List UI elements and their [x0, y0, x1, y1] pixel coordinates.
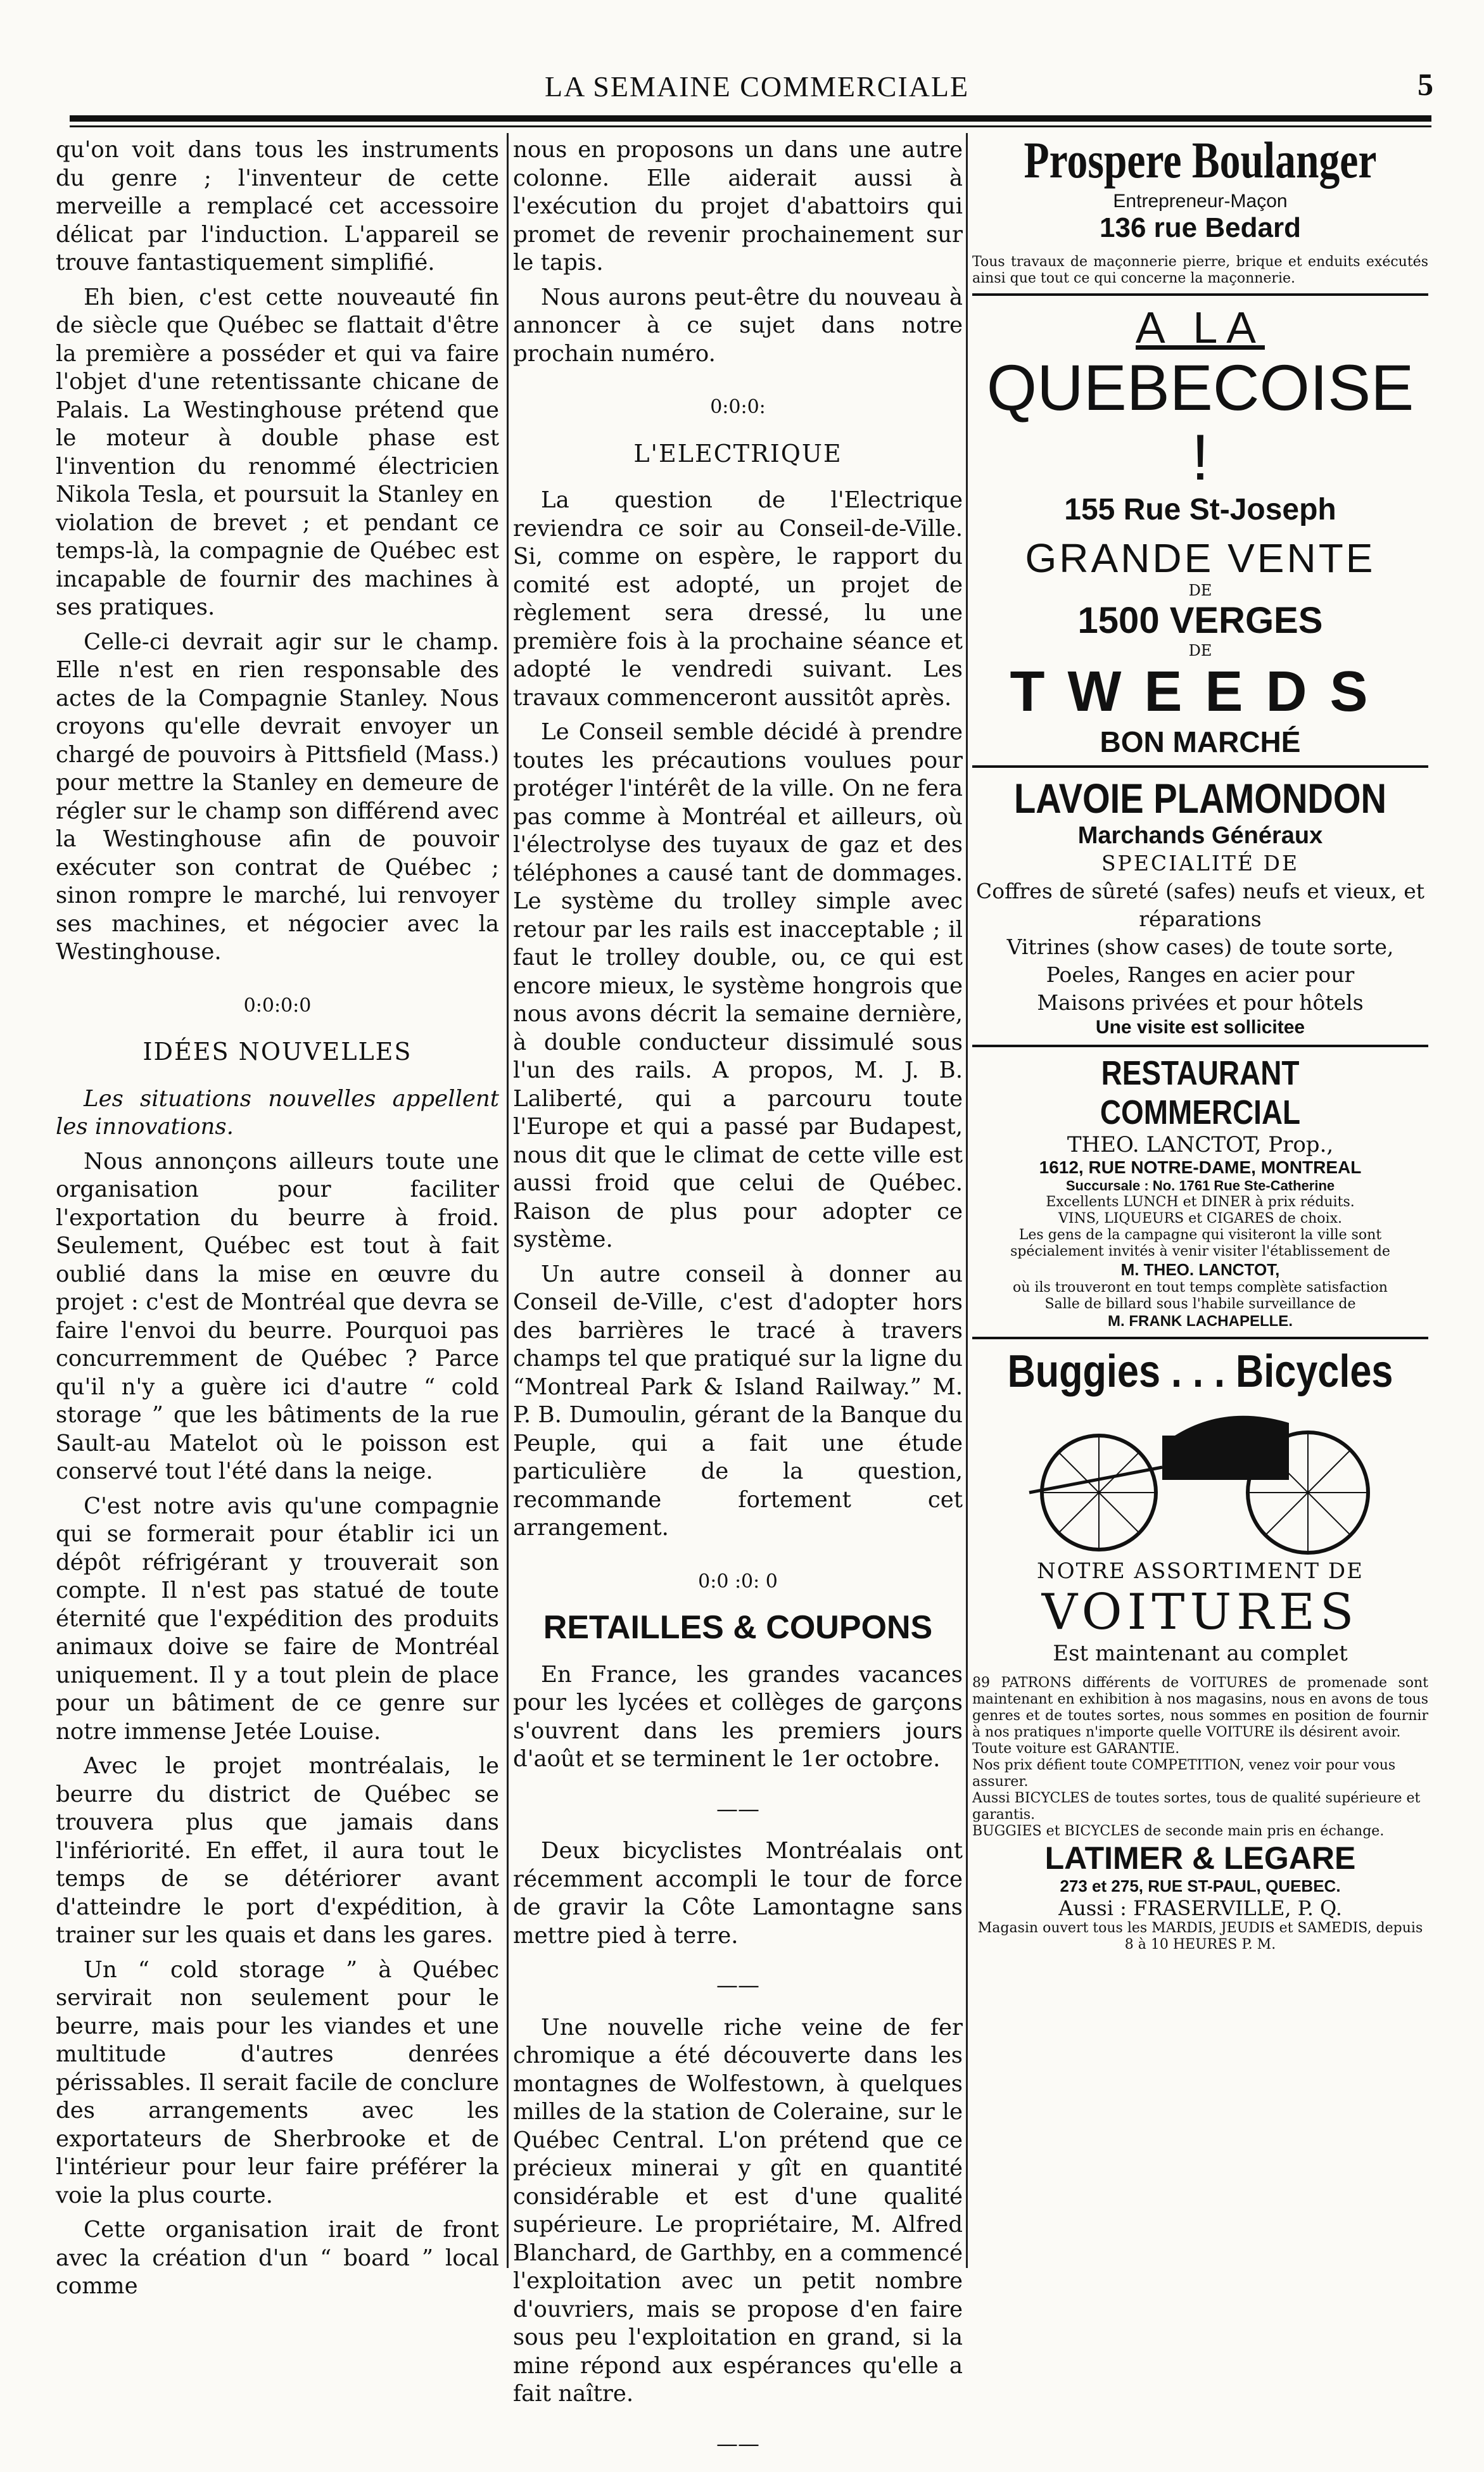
ad-line: 1500 VERGES: [1077, 600, 1323, 641]
ad-address: 273 et 275, RUE ST-PAUL, QUEBEC.: [1060, 1876, 1341, 1895]
ad-line: DE: [1188, 642, 1212, 659]
section-separator: 0:0:0:: [710, 396, 766, 418]
ad-line: VINS, LIQUEURS et CIGARES de choix.: [1058, 1211, 1342, 1226]
paragraph: nous en proposons un dans une autre colonne. Elle aiderait aussi à l'exécution du projet d'abattoirs qui promet de revenir prochainement sur le tapis.: [513, 137, 963, 276]
ad-line: Est maintenant au complet: [1053, 1641, 1348, 1666]
ad-name: Buggies . . . Bicycles: [1007, 1346, 1393, 1397]
paragraph: Une nouvelle riche veine de fer chromique a été découverte dans les montagnes de Wolfestown, à quelques milles de la station de Coleraine, sur le Québec Central. L'on prétend que ce précieux minerai y gît en quantité considérable et est d'une qualité supérieure. Le propriétaire, M. Alfred Blanchard, de Garthby, en a commencé l'exploitation avec un petit nombre d'ouvriers, mais se propose d'en faire sous peu l'exploitation en grand, si la mine répond aux espérances qu'elle a fait naître.: [513, 2014, 963, 2407]
newspaper-title: LA SEMAINE COMMERCIALE: [545, 70, 970, 103]
item-separator: ——: [716, 1796, 759, 1822]
ad-line: GRANDE VENTE: [1025, 535, 1376, 581]
paragraph: Nous aurons peut-être du nouveau à annoncer à ce sujet dans notre prochain numéro.: [513, 284, 963, 367]
section-separator: 0:0:0:0: [243, 994, 312, 1017]
ad-line: VOITURES: [1041, 1584, 1359, 1641]
ad-lavoie-plamondon: [972, 774, 1428, 1047]
ad-line: Toute voiture est GARANTIE.: [972, 1741, 1180, 1757]
section-heading: IDÉES NOUVELLES: [143, 1038, 412, 1066]
ad-line: Coffres de sûreté (safes) neufs et vieux, et réparations: [975, 879, 1425, 931]
ad-line: Vitrines (show cases) de toute sorte,: [1006, 934, 1394, 959]
ad-line: THEO. LANCTOT, Prop.,: [1067, 1132, 1334, 1157]
item-separator: ——: [716, 1973, 759, 1998]
paragraph: La question de l'Electrique reviendra ce soir au Conseil-de-Ville. Si, comme on espère, le rapport du comité est adopté, un projet de règlement sera dressé, lu une première fois à la prochaine séance et adopté le vendredi suivant. Les travaux commenceront aussitôt après.: [513, 487, 963, 711]
ad-a-la-quebecoise: [972, 302, 1428, 768]
ad-address: 1612, RUE NOTRE-DAME, MONTREAL: [1039, 1157, 1362, 1177]
ad-restaurant-commercial: [972, 1054, 1428, 1339]
ad-line: SPECIALITÉ DE: [1101, 851, 1300, 876]
ad-role: Entrepreneur-Maçon: [1113, 191, 1288, 212]
paragraph: Les situations nouvelles appellent les innovations.: [56, 1085, 499, 1140]
ad-text: Tous travaux de maçonnerie pierre, brique et enduits exécutés ainsi que tout ce qui concerne la maçonnerie.: [972, 254, 1428, 286]
section-separator: 0:0 :0: 0: [698, 1570, 778, 1593]
ad-line: Magasin ouvert tous les MARDIS, JEUDIS et SAMEDIS, depuis 8 à 10 HEURES P. M.: [977, 1920, 1423, 1953]
column-2: [513, 136, 963, 2472]
paragraph: Le Conseil semble décidé à prendre toutes les précautions voulues pour protéger l'intérêt de la ville. On ne fera pas comme à Montréal et ailleurs, où l'électrolyse des tuyaux de gaz et des téléphones a causé tant de dommages. Le système du trolley simple avec retour par les rails est inacceptable ; il faut le trolley double, ou, ce qui est encore mieux, le système hongrois que nous avons décrit la semaine dernière, à double conducteur dissimulé sous l'un des rails. A propos, M. J. B. Laliberté, qui a parcouru toute l'Europe et qui a passé par Budapest, nous dit que le climat de cette ville est aussi froid que celui de Québec. Raison de plus pour adopter ce système.: [513, 719, 963, 1252]
buggy-illustration: [1010, 1398, 1390, 1556]
ad-line: où ils trouveront en tout temps complète satisfaction: [1013, 1280, 1388, 1296]
ad-line: Aussi BICYCLES de toutes sortes, tous de qualité supérieure et garantis.: [972, 1790, 1421, 1823]
ad-line: Maisons privées et pour hôtels: [1037, 990, 1364, 1015]
ad-line: TWEEDS: [1010, 660, 1391, 723]
ad-line: Poeles, Ranges en acier pour: [1046, 962, 1355, 987]
ad-line: Nos prix défient toute COMPETITION, venez voir pour vous assurer.: [972, 1757, 1396, 1790]
ad-line: M. THEO. LANCTOT,: [1120, 1260, 1280, 1279]
ad-prospere-boulanger: [972, 130, 1428, 296]
ad-line: BUGGIES et BICYCLES de seconde main pris en échange.: [972, 1823, 1385, 1839]
ad-name: LAVOIE PLAMONDON: [1013, 775, 1387, 822]
ad-line: Une visite est sollicitee: [1095, 1017, 1305, 1038]
header-rule-thin: [70, 125, 1431, 127]
ad-address: 136 rue Bedard: [1100, 212, 1301, 243]
ad-line: Les gens de la campagne qui visiteront la ville sont spécialement invités à venir visiter l'établissement de: [1010, 1227, 1390, 1259]
paragraph: Avec le projet montréalais, le beurre du district de Québec se trouvera plus que jamais dans l'infériorité. En effet, il aura tout le temps de se détériorer avant d'atteindre le port d'expédition, à trainer sur les quais et dans les gares.: [56, 1753, 499, 1948]
paragraph: qu'on voit dans tous les instruments du genre ; l'inventeur de cette merveille a remplacé cet accessoire délicat par l'induction. L'appareil se trouve fantastiquement simplifié.: [56, 137, 499, 276]
ad-subtitle: Marchands Généraux: [1077, 822, 1323, 849]
paragraph: Cette organisation irait de front avec la création d'un “ board ” local comme: [56, 2217, 499, 2299]
ad-latimer-legare: [972, 1346, 1428, 1959]
paragraph: C'est notre avis qu'une compagnie qui se formerait pour établir ici un dépôt réfrigérant y trouverait son compte. Il n'est pas statué de toute éternité que l'expédition des produits animaux doive se faire de Montréal uniquement. Il y a tout plein de place pour un bâtiment de ce genre sur notre immense Jetée Louise.: [56, 1493, 499, 1745]
ad-name: Prospere Boulanger: [1024, 131, 1377, 189]
ad-line: Succursale : No. 1761 Rue Ste-Catherine: [1065, 1178, 1335, 1194]
paragraph: Un autre conseil à donner au Conseil de-Ville, c'est d'adopter hors des barrières le tracé à travers champs tel que pratiqué sur la ligne du “Montreal Park & Island Railway.” M. P. B. Dumoulin, gérant de la Banque du Peuple, qui a fait une étude particulière de la question, recommande fortement cet arrangement.: [513, 1261, 963, 1541]
advertisements-column: [972, 130, 1428, 1966]
paragraph: Deux bicyclistes Montréalais ont récemment accompli le tour de force de gravir la Côte Lamontagne sans mettre pied à terre.: [513, 1838, 963, 1949]
ad-line: Aussi : FRASERVILLE, P. Q.: [1058, 1896, 1342, 1920]
page-header: [0, 0, 1484, 127]
ad-line: M. FRANK LACHAPELLE.: [1108, 1313, 1293, 1330]
section-heading: L'ELECTRIQUE: [633, 439, 842, 468]
paragraph: Un “ cold storage ” à Québec servirait non seulement pour le beurre, mais pour les viandes et une multitude d'autres denrées périssables. Il serait facile de conclure des arrangements avec les exportateurs de Sherbrooke et de l'intérieur pour leur faire préférer la voie la plus courte.: [56, 1956, 499, 2208]
paragraph: En France, les grandes vacances pour les lycées et collèges de garçons s'ouvrent dans les premiers jours d'août et se terminent le 1er octobre.: [513, 1661, 963, 1772]
header-rule: [70, 115, 1431, 122]
item-separator: ——: [716, 2431, 759, 2457]
column-divider: [966, 133, 968, 2268]
column-divider: [507, 133, 509, 2268]
ad-line: Salle de billard sous l'habile surveillance de: [1044, 1296, 1356, 1312]
ad-name: RESTAURANT COMMERCIAL: [1100, 1054, 1301, 1131]
paragraph: Celle-ci devrait agir sur le champ. Elle n'est en rien responsable des actes de la Compagnie Stanley. Nous croyons qu'elle devrait envoyer un chargé de pouvoirs à Pittsfield (Mass.) pour mettre la Stanley en demeure de régler sur le champ son différend avec la Westinghouse afin de pouvoir exécuter son contrat de Québec ; sinon rompre le marché, lui renvoyer ses machines, et négocier avec la Westinghouse.: [56, 628, 499, 965]
ad-line: Excellents LUNCH et DINER à prix réduits.: [1046, 1194, 1355, 1210]
page-number: 5: [1417, 67, 1433, 102]
column-1: [56, 136, 499, 2307]
ad-firm-name: LATIMER & LEGARE: [1044, 1840, 1356, 1876]
ad-line: 89 PATRONS différents de VOITURES de promenade sont maintenant en exhibition à nos magasins, nous en avons de tous genres et de toutes sortes, nous sommes en position de fournir à nos pratiques n'importe quelle VOITURE ils désirent avoir.: [972, 1675, 1428, 1740]
ad-line: DE: [1188, 582, 1212, 599]
ad-address: 155 Rue St-Joseph: [1064, 493, 1336, 526]
ad-line: A LA: [1136, 303, 1265, 352]
paragraph: Eh bien, c'est cette nouveauté fin de siècle que Québec se flattait d'être la première a posséder et qui va faire l'objet d'une retentissante chicane de Palais. La Westinghouse prétend que le moteur à double phase est l'invention du renommé électricien Nikola Tesla, et poursuit la Stanley en violation de brevet ; et pendant ce temps-là, la compagnie de Québec est incapable de fournir des machines à ses pratiques.: [56, 284, 499, 620]
section-heading: RETAILLES & COUPONS: [543, 1609, 933, 1646]
paragraph: Nous annonçons ailleurs toute une organisation pour faciliter l'exportation du beurre à froid. Seulement, Québec est tout à fait oublié dans la mise en œuvre du projet : c'est de Montréal que devra se faire l'envoi du beurre. Pourquoi pas concurremment de Québec ? Parce qu'il n'y a guère ici d'autre “ cold storage ” que les bâtiments de la rue Sault-au Matelot où le poisson est conservé tout l'été dans la neige.: [56, 1148, 499, 1484]
ad-line: BON MARCHÉ: [1100, 725, 1301, 758]
ad-store-name: QUEBECOISE !: [986, 352, 1414, 494]
ad-line: NOTRE ASSORTIMENT DE: [1037, 1558, 1364, 1584]
